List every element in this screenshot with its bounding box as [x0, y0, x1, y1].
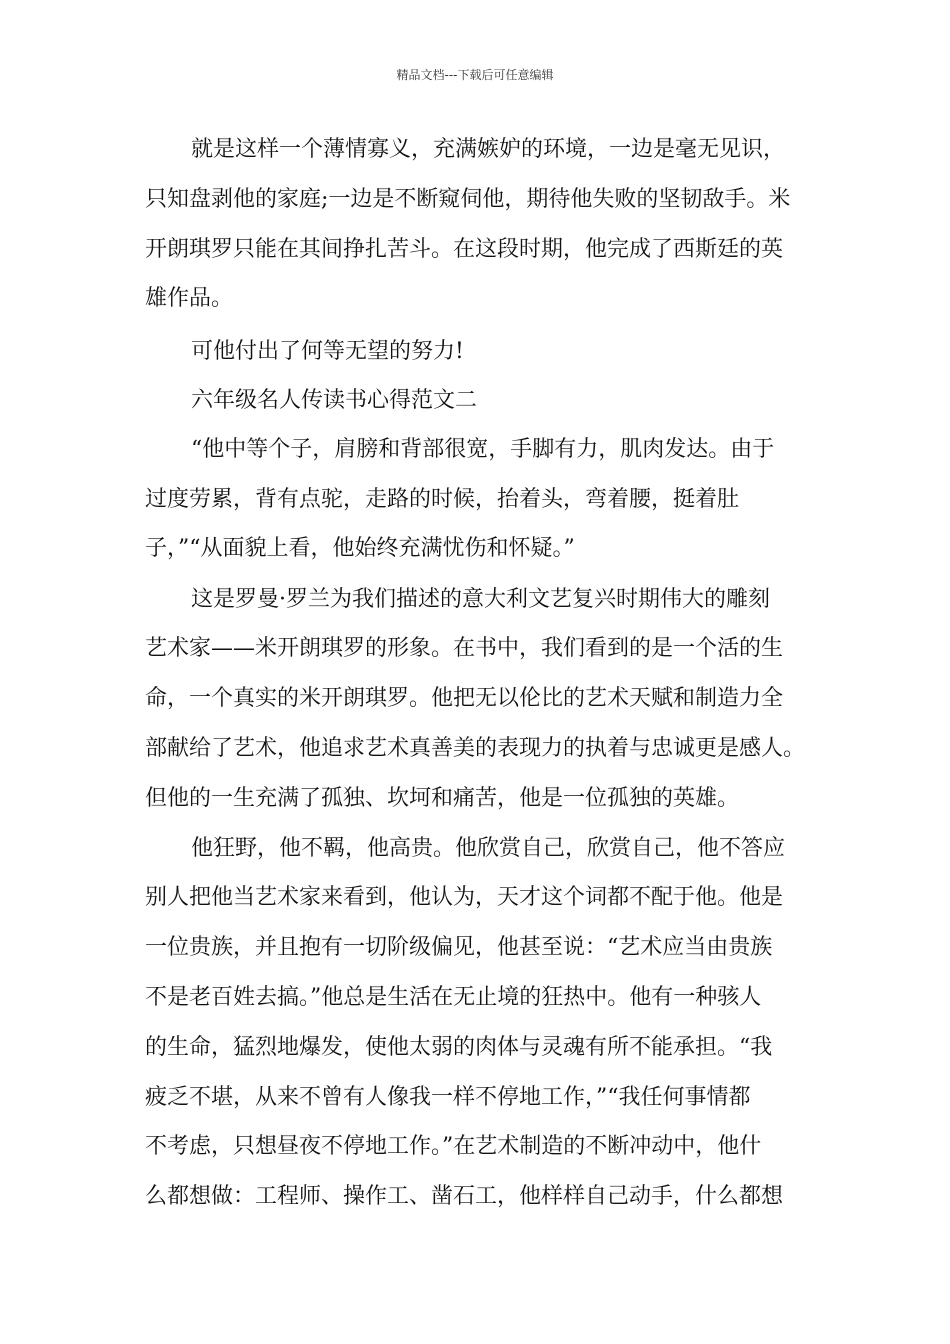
text-line: 么都想做：工程师、操作工、凿石工，他样样自己动手，什么都想: [145, 1184, 784, 1209]
text-line: 只知盘剥他的家庭;一边是不断窥伺他，期待他失败的坚韧敌手。米: [145, 187, 791, 212]
text-line: 但他的一生充满了孤独、坎坷和痛苦，他是一位孤独的英雄。: [145, 786, 740, 811]
text-line: 就是这样一个薄情寡义，充满嫉妒的环境，一边是毫无见识，: [191, 137, 786, 162]
text-line: 疲乏不堪，从来不曾有人像我一样不停地工作，”“我任何事情都: [145, 1085, 751, 1110]
text-line: 子，”“从面貌上看，他始终充满忧伤和怀疑。”: [145, 536, 575, 561]
text-line: 开朗琪罗只能在其间挣扎苦斗。在这段时期，他完成了西斯廷的英: [145, 237, 784, 262]
text-line: 雄作品。: [145, 286, 234, 311]
text-line: 过度劳累，背有点驼，走路的时候，抬着头，弯着腰，挺着肚: [145, 487, 740, 512]
text-line: 命，一个真实的米开朗琪罗。他把无以伦比的艺术天赋和制造力全: [145, 686, 784, 711]
text-line: 部献给了艺术，他追求艺术真善美的表现力的执着与忠诚更是感人。: [145, 736, 806, 761]
text-line: 他狂野，他不羁，他高贵。他欣赏自己，欣赏自己，他不答应: [191, 836, 786, 861]
text-line: 可他付出了何等无望的努力!: [191, 339, 464, 364]
section-heading: 六年级名人传读书心得范文二: [191, 388, 478, 413]
text-line: 不考虑，只想昼夜不停地工作。”在艺术制造的不断冲动中，他什: [145, 1134, 762, 1159]
text-line: “他中等个子，肩膀和背部很宽，手脚有力，肌肉发达。由于: [191, 437, 775, 462]
text-line: 的生命，猛烈地爆发，使他太弱的肉体与灵魂有所不能承担。“我: [145, 1035, 773, 1060]
text-line: 艺术家——米开朗琪罗的形象。在书中，我们看到的是一个活的生: [145, 636, 784, 661]
text-line: 别人把他当艺术家来看到，他认为，天才这个词都不配于他。他是: [145, 885, 784, 910]
page-header: 精品文档---下载后可任意编辑: [396, 68, 554, 82]
text-line: 不是老百姓去搞。”他总是生活在无止境的狂热中。他有一种骇人: [145, 985, 762, 1010]
text-line: 一位贵族，并且抱有一切阶级偏见，他甚至说：“艺术应当由贵族: [145, 935, 773, 960]
text-line: 这是罗曼·罗兰为我们描述的意大利文艺复兴时期伟大的雕刻: [191, 587, 770, 612]
